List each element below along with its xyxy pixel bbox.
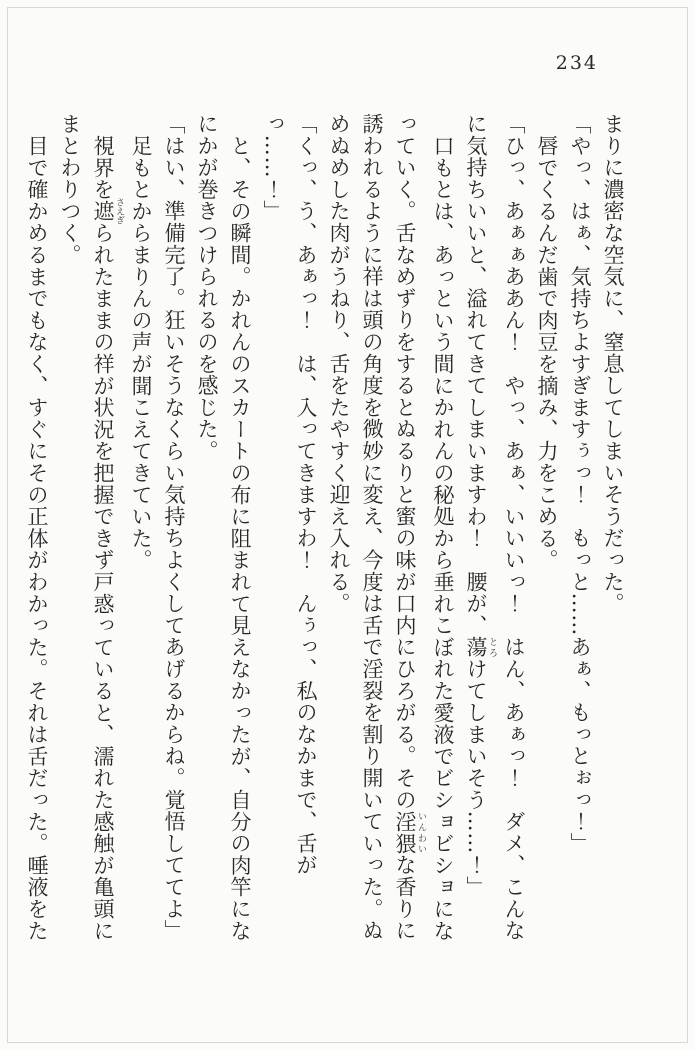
furigana: とろ	[487, 636, 497, 659]
text-line: 口もとは、あっという間にかれんの秘処から垂れこぼれた愛液でビショビショにな	[431, 135, 455, 942]
text-line: 視界を遮 さえぎられたままの祥が状況を把握できず戸惑っていると、濡れた感触が亀頭に	[91, 135, 124, 942]
text-line: 「はい、準備完了。狂いそうなくらい気持ちよくしてあげるからね。覚悟しててよ」	[162, 113, 186, 942]
text-line: っていく。舌なめずりをするとぬるりと蜜の味が口内にひろがる。その淫猥 いんわいな香りに	[393, 113, 426, 942]
text-line: 目で確かめるまでもなく、すぐにその正体がわかった。それは舌だった。唾液をた	[25, 135, 49, 942]
text-line: 唇でくるんだ歯で肉豆を摘み、力をこめる。	[535, 135, 559, 571]
furigana: さえぎ	[114, 197, 124, 225]
text-line: と、その瞬間。かれんのスカートの布に阻まれて見えなかったが、自分の肉竿にな	[228, 135, 252, 942]
text-block	[20, 113, 629, 953]
text-line: 「ひっ、あぁぁああん！ やっ、あぁ、いいいっ！ はん、あぁっ！ ダメ、こんな	[502, 113, 526, 942]
text-line: にかが巻きつけられるのを感じた。	[195, 113, 219, 462]
page-number: 234	[555, 52, 598, 74]
ruby-annotated-word: 蕩 とろ	[464, 636, 497, 659]
text-line: 足もとからまりんの声が聞こえてきていた。	[129, 135, 153, 571]
text-line: 「やっ、はぁ、気持ちよすぎますぅっ！ もっと……あぁ、もっとぉっ！」	[568, 113, 592, 855]
ruby-annotated-word: 遮 さえぎ	[91, 197, 124, 225]
text-line: 誘われるように祥は頭の角度を微妙に変え、今度は舌で淫裂を割り開いていった。ぬ	[360, 113, 384, 942]
text-line: に気持ちいいと、溢れてきてしまいますわ！ 腰が、蕩 とろけてしまいそう……！」	[464, 113, 497, 898]
furigana: いんわい	[416, 810, 426, 855]
text-line: 「くっ、う、あぁっ！ は、入ってきますわ！ んぅっ、私のなかまで、舌がっ……！」	[261, 113, 318, 876]
text-line: まりに濃密な空気に、窒息してしまいそうだった。	[601, 113, 625, 615]
text-line: まとわりつく。	[58, 113, 82, 266]
ruby-annotated-word: 淫猥 いんわい	[393, 810, 426, 855]
text-line: めぬめした肉がうねり、舌をたやすく迎え入れる。	[327, 113, 351, 615]
